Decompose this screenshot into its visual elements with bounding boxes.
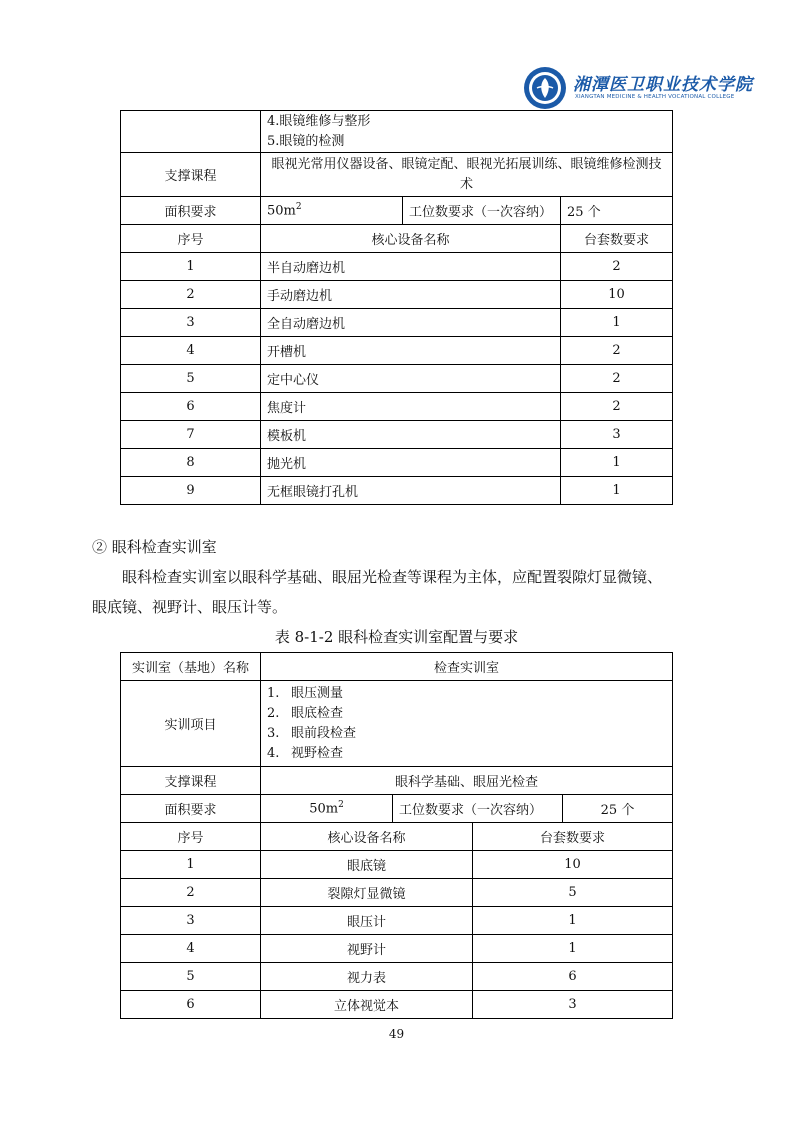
row-qty: 3 <box>561 421 673 449</box>
row-equipment: 手动磨边机 <box>261 281 561 309</box>
row-no: 4 <box>121 935 261 963</box>
row-equipment: 焦度计 <box>261 393 561 421</box>
row-qty: 10 <box>473 851 673 879</box>
row-no: 1 <box>121 253 261 281</box>
section-heading: ② 眼科检查实训室 <box>92 538 217 556</box>
row-equipment: 立体视觉本 <box>261 991 473 1019</box>
row-qty: 1 <box>473 907 673 935</box>
area-label: 面积要求 <box>121 795 261 823</box>
table-row <box>121 963 673 991</box>
logo-english-name: XIANGTAN MEDICINE & HEALTH VOCATIONAL COLLEGE <box>575 94 735 100</box>
table-row <box>121 935 673 963</box>
row-no: 5 <box>121 963 261 991</box>
row-no: 3 <box>121 309 261 337</box>
row-qty: 2 <box>561 253 673 281</box>
row-no: 5 <box>121 365 261 393</box>
training-items-list <box>261 681 673 767</box>
room-name-value: 检查实训室 <box>261 653 673 681</box>
column-header-name: 核心设备名称 <box>261 225 561 253</box>
table-row <box>121 907 673 935</box>
college-logo <box>523 64 753 114</box>
college-emblem-icon <box>523 66 567 110</box>
row-equipment: 开槽机 <box>261 337 561 365</box>
row-equipment: 全自动磨边机 <box>261 309 561 337</box>
table-row <box>121 393 673 421</box>
paragraph-line: 眼底镜、视野计、眼压计等。 <box>92 598 288 616</box>
table-caption: 表 8-1-2 眼科检查实训室配置与要求 <box>274 628 519 646</box>
paragraph-line: 眼科检查实训室以眼科学基础、眼屈光检查等课程为主体，应配置裂隙灯显微镜、 <box>122 568 663 586</box>
row-qty: 1 <box>561 309 673 337</box>
area-label: 面积要求 <box>121 197 261 225</box>
table-row <box>121 337 673 365</box>
room-name-label: 实训室（基地）名称 <box>121 653 261 681</box>
row-no: 6 <box>121 991 261 1019</box>
row-no: 3 <box>121 907 261 935</box>
column-header-qty: 台套数要求 <box>561 225 673 253</box>
row-equipment: 抛光机 <box>261 449 561 477</box>
list-item: 1. 眼压测量 <box>267 685 344 701</box>
table-row <box>121 991 673 1019</box>
support-courses-label: 支撑课程 <box>121 153 261 197</box>
table-cell-empty <box>121 111 261 153</box>
row-qty: 10 <box>561 281 673 309</box>
station-value: 25 个 <box>561 197 673 225</box>
training-items-label: 实训项目 <box>121 681 261 767</box>
row-equipment: 视野计 <box>261 935 473 963</box>
row-no: 9 <box>121 477 261 505</box>
column-header-no: 序号 <box>121 225 261 253</box>
support-courses-value: 眼科学基础、眼屈光检查 <box>261 767 673 795</box>
table-row <box>121 253 673 281</box>
row-qty: 1 <box>561 449 673 477</box>
row-no: 2 <box>121 281 261 309</box>
row-equipment: 裂隙灯显微镜 <box>261 879 473 907</box>
station-label: 工位数要求（一次容纳） <box>393 795 563 823</box>
row-no: 7 <box>121 421 261 449</box>
training-item: 5.眼镜的检测 <box>267 133 345 149</box>
row-equipment: 半自动磨边机 <box>261 253 561 281</box>
area-value: $50m^2$ <box>261 795 393 823</box>
table-row <box>121 879 673 907</box>
support-courses-label: 支撑课程 <box>121 767 261 795</box>
row-no: 1 <box>121 851 261 879</box>
page-number: 49 <box>388 1027 405 1041</box>
eye-exam-lab-table <box>120 652 673 1019</box>
row-qty: 3 <box>473 991 673 1019</box>
row-equipment: 无框眼镜打孔机 <box>261 477 561 505</box>
row-equipment: 眼压计 <box>261 907 473 935</box>
lab-config-table-continued <box>120 110 673 505</box>
column-header-qty: 台套数要求 <box>473 823 673 851</box>
training-items-cell <box>261 111 673 153</box>
table-row <box>121 851 673 879</box>
list-item: 4. 视野检查 <box>267 745 344 761</box>
row-equipment: 定中心仪 <box>261 365 561 393</box>
row-no: 4 <box>121 337 261 365</box>
row-qty: 5 <box>473 879 673 907</box>
table-row <box>121 309 673 337</box>
table-row <box>121 477 673 505</box>
row-no: 6 <box>121 393 261 421</box>
station-label: 工位数要求（一次容纳） <box>403 197 561 225</box>
row-qty: 2 <box>561 365 673 393</box>
area-value: $50m^2$ <box>261 197 403 225</box>
training-item: 4.眼镜维修与整形 <box>267 113 371 129</box>
column-header-no: 序号 <box>121 823 261 851</box>
section-paragraph <box>92 562 692 622</box>
table-row <box>121 365 673 393</box>
table-row <box>121 449 673 477</box>
row-no: 8 <box>121 449 261 477</box>
row-qty: 2 <box>561 393 673 421</box>
row-qty: 6 <box>473 963 673 991</box>
row-qty: 1 <box>473 935 673 963</box>
list-item: 3. 眼前段检查 <box>267 725 357 741</box>
row-equipment: 模板机 <box>261 421 561 449</box>
row-equipment: 视力表 <box>261 963 473 991</box>
logo-chinese-name: 湘潭医卫职业技术学院 <box>573 75 753 95</box>
row-qty: 1 <box>561 477 673 505</box>
row-equipment: 眼底镜 <box>261 851 473 879</box>
list-item: 2. 眼底检查 <box>267 705 344 721</box>
column-header-name: 核心设备名称 <box>261 823 473 851</box>
support-courses-value: 眼视光常用仪器设备、眼镜定配、眼视光拓展训练、眼镜维修检测技术 <box>261 153 673 197</box>
row-no: 2 <box>121 879 261 907</box>
table-row <box>121 281 673 309</box>
table-row <box>121 421 673 449</box>
row-qty: 2 <box>561 337 673 365</box>
station-value: 25 个 <box>563 795 673 823</box>
